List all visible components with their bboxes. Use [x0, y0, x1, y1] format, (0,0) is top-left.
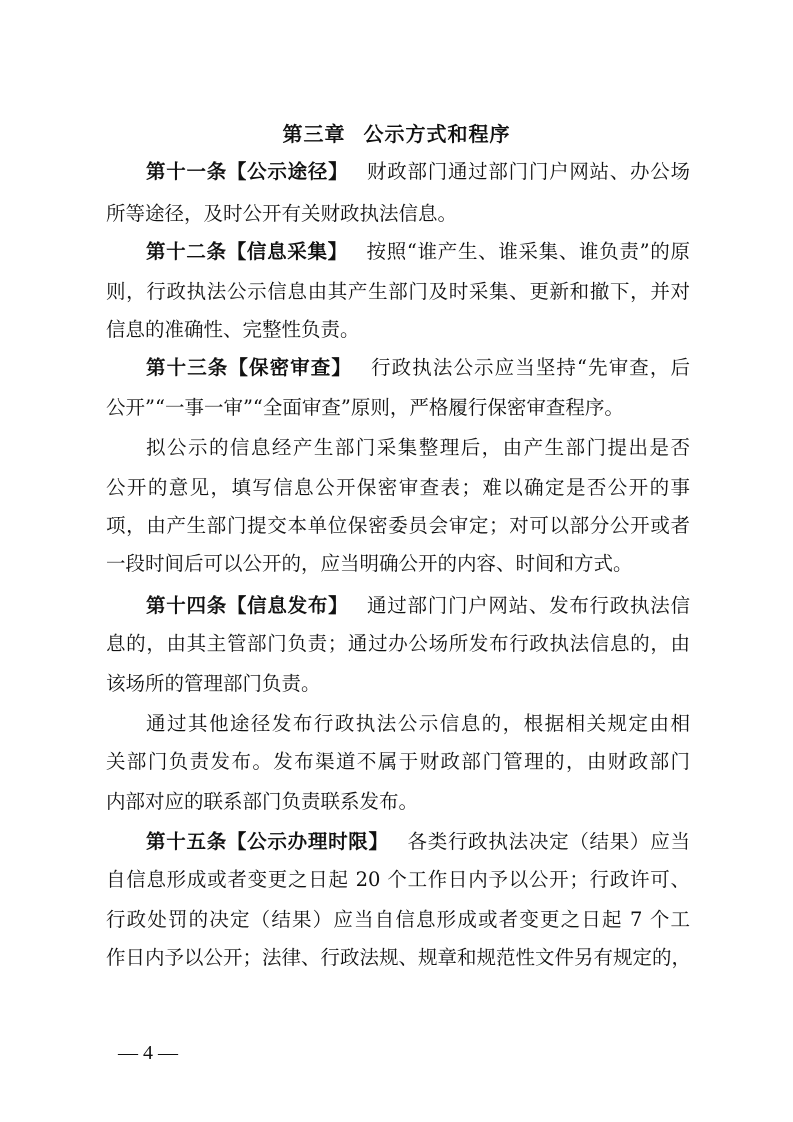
- article-15-line-3: 行政处罚的决定（结果）应当自信息形成或者变更之日起 7 个工: [106, 908, 690, 931]
- chapter-number: 第三章: [282, 122, 346, 146]
- article-15-line-4: 作日内予以公开；法律、行政法规、规章和规范性文件另有规定的，: [106, 946, 692, 969]
- article-12-line-2: 则，行政执法公示信息由其产生部门及时采集、更新和撤下，并对: [106, 280, 690, 303]
- chapter-name: 公示方式和程序: [363, 122, 511, 146]
- article-14-line-3: 该场所的管理部门负责。: [106, 672, 321, 695]
- article-14-line-2: 息的，由其主管部门负责；通过办公场所发布行政执法信息的，由: [106, 632, 690, 655]
- article-13-line-1: 第十三条【保密审查】 行政执法公示应当坚持“先审查，后: [146, 356, 690, 379]
- article-14-para-line-3: 内部对应的联系部门负责联系发布。: [106, 790, 419, 813]
- article-14-para-line-1: 通过其他途径发布行政执法公示信息的，根据相关规定由相: [146, 712, 690, 735]
- article-14-line-1: 第十四条【信息发布】 通过部门门户网站、发布行政执法信: [146, 594, 690, 617]
- article-14-head: 第十四条【信息发布】: [146, 594, 349, 617]
- article-12-head: 第十二条【信息采集】: [146, 240, 348, 263]
- article-13-head: 第十三条【保密审查】: [146, 356, 352, 379]
- article-11-head: 第十一条【公示途径】: [146, 160, 349, 183]
- article-15-line-1: 第十五条【公示办理时限】 各类行政执法决定（结果）应当: [146, 830, 690, 853]
- article-13-para-line-1: 拟公示的信息经产生部门采集整理后，由产生部门提出是否: [146, 436, 690, 459]
- article-13-para-line-4: 一段时间后可以公开的，应当明确公开的内容、时间和方式。: [106, 552, 633, 575]
- article-11-line-1: 第十一条【公示途径】 财政部门通过部门门户网站、办公场: [146, 160, 690, 183]
- article-12-line-1: 第十二条【信息采集】 按照“谁产生、谁采集、谁负责”的原: [146, 240, 690, 263]
- article-13-para-line-2: 公开的意见，填写信息公开保密审查表；难以确定是否公开的事: [106, 476, 690, 499]
- article-12-line-3: 信息的准确性、完整性负责。: [106, 318, 360, 341]
- chapter-title: [0, 118, 793, 147]
- article-15-line-2: 自信息形成或者变更之日起 20 个工作日内予以公开；行政许可、: [106, 868, 690, 891]
- article-14-para-line-2: 关部门负责发布。发布渠道不属于财政部门管理的，由财政部门: [106, 750, 690, 773]
- article-13-line-2: 公开”“一事一审”“全面审查”原则，严格履行保密审查程序。: [106, 396, 624, 419]
- article-13-para-line-3: 项，由产生部门提交本单位保密委员会审定；对可以部分公开或者: [106, 514, 690, 537]
- article-15-head: 第十五条【公示办理时限】: [146, 830, 389, 853]
- article-11-line-2: 所等途径，及时公开有关财政执法信息。: [106, 202, 458, 225]
- page-number: — 4 —: [118, 1042, 178, 1064]
